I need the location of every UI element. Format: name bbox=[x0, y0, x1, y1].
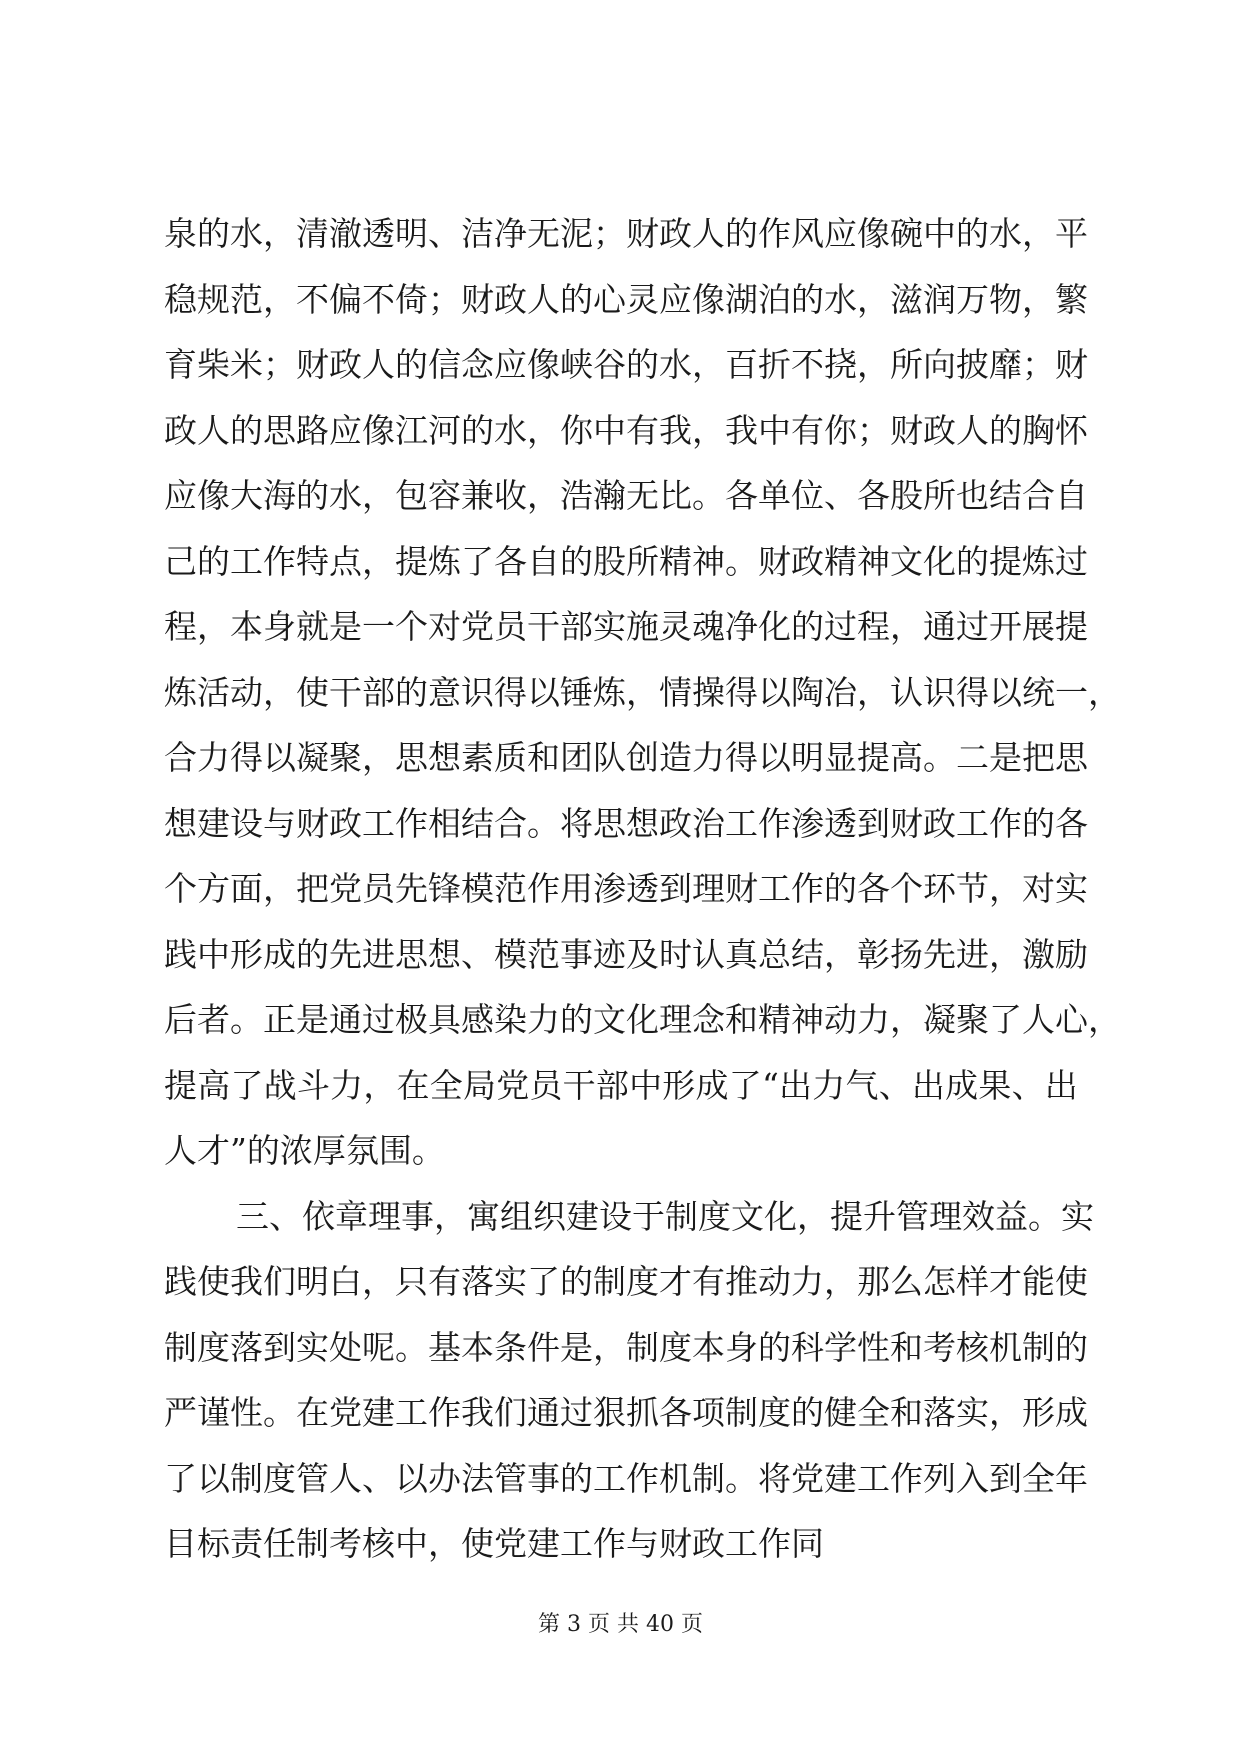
body-text bbox=[164, 208, 1121, 1584]
text-line-11: 个 方 面 ， 把 党 员 先 锋 模 范 作 用 渗 透 到 理 财 工 作 的 各 个 环 节 ， 对 实 bbox=[164, 869, 1088, 908]
text-line-18: 制 度 落 到 实 处 呢 。 基 本 条 件 是 ， 制 度 本 身 的 科 学 性 和 考 核 机 制 的 bbox=[164, 1327, 1088, 1367]
text-line-16: 三 、 依 章 理 事 ， 寓 组 织 建 设 于 制 度 文 化 ， 提 升 管 理 效 益 。 实 bbox=[236, 1196, 1094, 1236]
text-line-15: 人才”的浓厚氛围。 bbox=[164, 1131, 445, 1170]
text-line-7: 程 ， 本 身 就 是 一 个 对 党 员 干 部 实 施 灵 魂 净 化 的 过 程 ， 通 过 开 展 提 bbox=[164, 607, 1088, 646]
text-line-3: 育 柴 米 ； 财 政 人 的 信 念 应 像 峡 谷 的 水 ， 百 折 不 挠 ， 所 向 披 靡 ； 财 bbox=[164, 345, 1088, 384]
text-line-20: 了 以 制 度 管 人 、 以 办 法 管 事 的 工 作 机 制 。 将 党 建 工 作 列 入 到 全 年 bbox=[164, 1458, 1088, 1498]
text-line-21: 目标责任制考核中，使党建工作与财政工作同 bbox=[164, 1524, 824, 1563]
text-line-12: 践 中 形 成 的 先 进 思 想 、 模 范 事 迹 及 时 认 真 总 结 ， 彰 扬 先 进 ， 激 励 bbox=[164, 934, 1088, 974]
text-line-10: 想 建 设 与 财 政 工 作 相 结 合 。 将 思 想 政 治 工 作 渗 透 到 财 政 工 作 的 各 bbox=[164, 803, 1088, 843]
text-line-1: 泉 的 水 ， 清 澈 透 明 、 洁 净 无 泥 ； 财 政 人 的 作 风 应 像 碗 中 的 水 ， 平 bbox=[164, 214, 1088, 253]
text-line-14: 提 高 了 战 斗 力 ， 在 全 局 党 员 干 部 中 形 成 了 “ 出 力 气 、 出 成 果 、 出 bbox=[164, 1065, 1078, 1105]
text-line-9: 合 力 得 以 凝 聚 ， 思 想 素 质 和 团 队 创 造 力 得 以 明 显 提 高 。 二 是 把 思 bbox=[164, 738, 1088, 777]
text-line-5: 应 像 大 海 的 水 ， 包 容 兼 收 ， 浩 瀚 无 比 。 各 单 位 、 各 股 所 也 结 合 自 bbox=[164, 476, 1088, 515]
text-line-4: 政 人 的 思 路 应 像 江 河 的 水 ， 你 中 有 我 ， 我 中 有 你 ； 财 政 人 的 胸 怀 bbox=[164, 410, 1088, 450]
text-line-6: 己 的 工 作 特 点 ， 提 炼 了 各 自 的 股 所 精 神 。 财 政 精 神 文 化 的 提 炼 过 bbox=[164, 541, 1088, 581]
text-line-17: 践 使 我 们 明 白 ， 只 有 落 实 了 的 制 度 才 有 推 动 力 ， 那 么 怎 样 才 能 使 bbox=[164, 1262, 1088, 1301]
text-line-2: 稳 规 范 ， 不 偏 不 倚 ； 财 政 人 的 心 灵 应 像 湖 泊 的 水 ， 滋 润 万 物 ， 繁 bbox=[164, 279, 1088, 319]
text-line-13: 后 者 。 正 是 通 过 极 具 感 染 力 的 文 化 理 念 和 精 神 动 力 ， 凝 聚 了 人 心 ， bbox=[164, 1000, 1121, 1039]
text-line-19: 严 谨 性 。 在 党 建 工 作 我 们 通 过 狠 抓 各 项 制 度 的 健 全 和 落 实 ， 形 成 bbox=[164, 1393, 1088, 1432]
page-footer bbox=[0, 1607, 1241, 1638]
text-line-8: 炼 活 动 ， 使 干 部 的 意 识 得 以 锤 炼 ， 情 操 得 以 陶 冶 ， 认 识 得 以 统 一 ， bbox=[164, 672, 1121, 712]
page-number-label: 第 3 页 共 40 页 bbox=[538, 1612, 703, 1637]
